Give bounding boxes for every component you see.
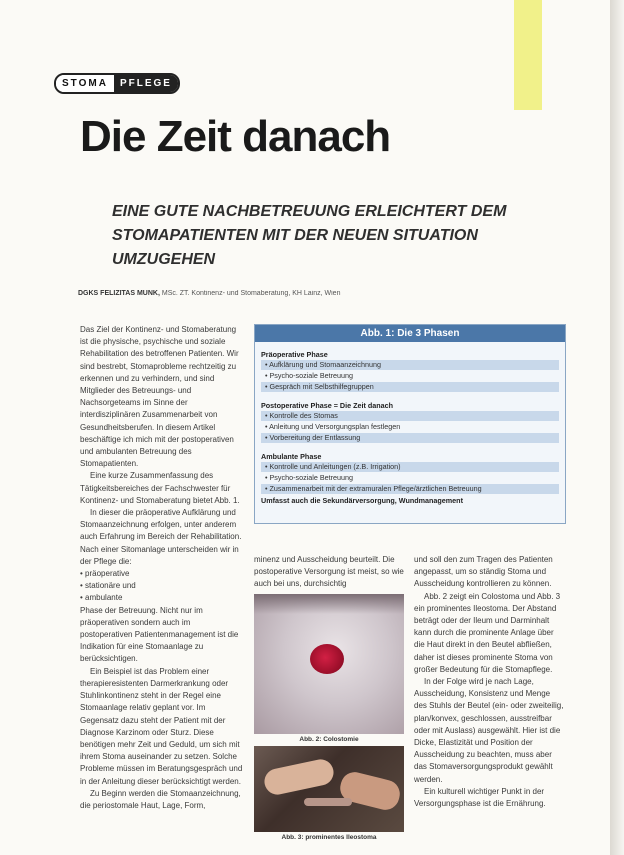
section-tag-stoma: STOMA: [56, 75, 114, 92]
phase-item: • Aufklärung und Stomaanzeichnung: [261, 360, 559, 370]
photo-shadow: [254, 594, 404, 614]
list-item: • ambulante: [80, 592, 244, 604]
paragraph: Zu Beginn werden die Stomaanzeichnung, die periostomale Haut, Lage, Form,: [80, 788, 241, 810]
phase-item: • Vorbereitung der Entlassung: [261, 433, 559, 443]
byline-affiliation: MSc. ZT. Kontinenz- und Stomaberatung, KH Lainz, Wien: [161, 290, 341, 297]
phases-infobox: [254, 324, 566, 524]
paragraph: In dieser die präoperative Aufklärung und Stomaanzeichnung erfolgen, unter anderem auch Erfahrung im Bereich der Rehabilitation. Nach einer Sitomanlage unterscheiden wir in der Pflege die:: [80, 508, 242, 566]
paragraph: Phase der Betreuung. Nicht nur im präoperativen sondern auch im postoperativen Patientenmanagement ist die Indikation für eine Stomaanlage zu berücksichtigen.: [80, 605, 239, 664]
paragraph: minenz und Ausscheidung beurteilt. Die postoperative Versorgung ist meist, so wie auch bei uns, durchsichtig: [254, 555, 404, 589]
phase-item: • Kontrolle des Stomas: [261, 411, 559, 421]
paragraph: Abb. 2 zeigt ein Colostoma und Abb. 3 ein prominentes Ileostoma. Der Abstand beträgt oder der Ileum und Darminhalt kann durch die prominente Anlage über die Haut direkt in den Beutel abfließen, daher ist dieses prominente Stoma von großer Bedeutung für die Stomapflege.: [414, 591, 561, 674]
article-headline: Die Zeit danach: [80, 112, 391, 161]
phase-title: Ambulante Phase: [261, 452, 322, 461]
section-tag: [54, 73, 180, 94]
hand-shape: [262, 757, 336, 797]
body-column-3: [414, 554, 564, 810]
paragraph: Ein kulturell wichtiger Punkt in der Versorgungsphase ist die Ernährung.: [414, 786, 546, 809]
body-column-2: [254, 554, 404, 591]
phase-item: • Gespräch mit Selbsthilfegruppen: [261, 382, 559, 392]
infobox-footer: Umfasst auch die Sekundärversorgung, Wundmanagement: [261, 496, 463, 505]
body-column-1: [80, 324, 244, 812]
page-edge-shadow: [610, 0, 624, 855]
hand-shape: [337, 769, 402, 813]
paragraph: und soll den zum Tragen des Patienten angepasst, um so ständig Stoma und Ausscheidung kontrollieren zu können.: [414, 555, 553, 589]
list-item: • präoperative: [80, 568, 244, 580]
stoma-shape: [304, 798, 352, 806]
infobox-body: [255, 342, 565, 508]
phase-title: Postoperative Phase = Die Zeit danach: [261, 401, 394, 410]
phase-item: • Kontrolle und Anleitungen (z.B. Irrigation): [261, 462, 559, 472]
phase-item: • Psycho-soziale Betreuung: [261, 371, 559, 381]
phase-item: • Zusammenarbeit mit der extramuralen Pflege/ärztlichen Betreuung: [261, 484, 559, 494]
phase-title: Präoperative Phase: [261, 350, 328, 359]
stoma-shape: [310, 644, 344, 674]
paragraph: Ein Beispiel ist das Problem einer therapieresistenten Darmerkrankung oder Stuhlinkontinenz steht in der Regel eine Stomaanlage relativ geplant vor. Im Gegensatz dazu steht der Patient mit der Diagnose Karzinom oder Sturz. Diese benötigen mehr Zeit und Geduld, um sich mit ihrem Stoma auseinander zu setzen. Solche Probleme müssen im Beratungsgespräch und in der Anleitung dieser berücksichtigt werden.: [80, 666, 243, 786]
infobox-title: Abb. 1: Die 3 Phasen: [255, 325, 565, 342]
phase-list: [80, 568, 244, 605]
phase-item: • Anleitung und Versorgungsplan festlegen: [261, 422, 559, 432]
figure-caption: Abb. 2: Colostomie: [299, 736, 359, 743]
list-item: • stationäre und: [80, 580, 244, 592]
phase-item: • Psycho-soziale Betreuung: [261, 473, 559, 483]
ileostomy-photo: [254, 746, 404, 832]
sticky-note: [514, 0, 542, 110]
article-subhead: EINE GUTE NACHBETREUUNG ERLEICHTERT DEM STOMAPATIENTEN MIT DER NEUEN SITUATION UMZUGEHEN: [112, 203, 507, 268]
paragraph: Eine kurze Zusammenfassung des Tätigkeitsbereiches der Fachschwester für Kontinenz- und Stomaberatung bietet Abb. 1.: [80, 471, 240, 505]
byline: [78, 290, 548, 297]
byline-author: DGKS FELIZITAS MUNK,: [78, 290, 160, 297]
colostomy-photo: [254, 594, 404, 734]
paragraph: In der Folge wird je nach Lage, Ausscheidung, Konsistenz und Menge des Stuhls der Beutel (ein- oder zweiteilig, plan/konvex, geschlossen, ausstreifbar oder mit Auslass) ausgewählt. Hier ist die Dicke, Elastizität und Position der Ausscheidung zu beachten, muss aber das Stomaversorgungsprodukt gewählt werden.: [414, 677, 564, 784]
section-tag-pflege: PFLEGE: [114, 75, 178, 92]
paragraph: Das Ziel der Kontinenz- und Stomaberatung ist die physische, psychische und soziale Rehabilitation des betroffenen Patienten. Wir sind bestrebt, Stomaprobleme rechtzeitig zu erkennen und zu verhindern, und sind Mitglieder des Betreuungs- und Nachsorgeteams im Sinne der interdisziplinären Zusammenarbeit von Gesundheitsberufen. In diesem Artikel beschäftige ich mich mit der postoperativen und ambulanten Betreuung des Stomapatienten.: [80, 325, 239, 469]
figure-caption: Abb. 3: prominentes Ileostoma: [281, 834, 377, 841]
